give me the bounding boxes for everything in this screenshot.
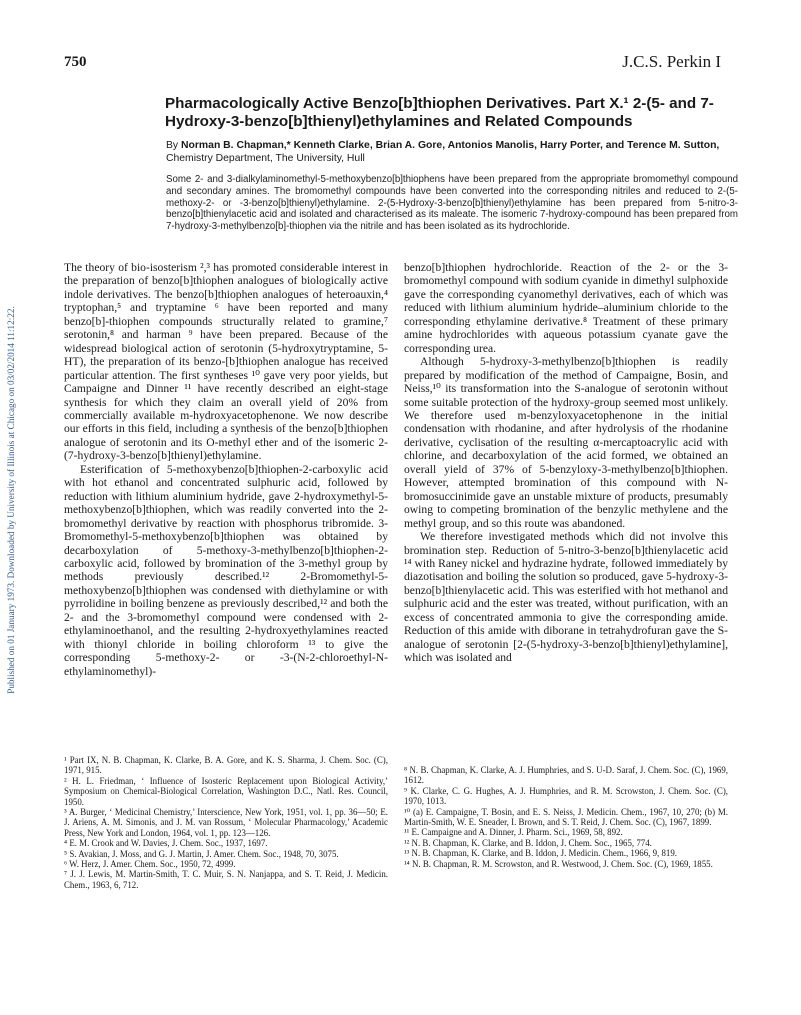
references-right [404,765,728,869]
affiliation: Chemistry Department, The University, Hull [166,152,365,164]
references-left [64,755,388,890]
body-paragraph: We therefore investigated methods which did not involve this bromination step. Reduction of 5-nitro-3-benzo[b]thienylacetic acid ¹⁴ with Raney nickel and hydrazine hydrate, followed immediately by diazotisation and boiling the solution so produced, gave 5-hydroxy-3-benzo[b]thienylacetic acid. This was esterified with hot methanol and sulphuric acid and the ester was treated, without purification, with an excess of concentrated ammonia to give the corresponding amide. Reduction of this amide with diborane in tetrahydrofuran gave the S-analogue of serotonin [2-(5-hydroxy-3-benzo[b]thienyl)ethylamine], which was isolated and [404,530,728,665]
reference-item: ⁷ J. J. Lewis, M. Martin-Smith, T. C. Muir, S. N. Nanjappa, and S. T. Reid, J. Medicin. Chem., 1963, 6, 712. [64,869,388,890]
body-paragraph: benzo[b]thiophen hydrochloride. Reaction of the 2- or the 3-bromomethyl compound with sodium cyanide in dimethyl sulphoxide gave the corresponding cyanomethyl derivatives, each of which was reduced with lithium aluminium hydride–aluminium chloride to the corresponding ethylamine derivative.⁸ Treatment of these primary amine hydrochlorides with aqueous potassium cyanate gave the corresponding urea. [404,261,728,355]
reference-item: ⁴ E. M. Crook and W. Davies, J. Chem. Soc., 1937, 1697. [64,838,268,849]
reference-item: ² H. L. Friedman, ‘ Influence of Isosteric Replacement upon Biological Activity,’ Symposium on Chemical-Biological Correlation, Washington D.C., Natl. Res. Council, 1950. [64,775,388,807]
body-paragraph: The theory of bio-isosterism ²,³ has promoted considerable interest in the preparation of benzo[b]thiophen analogues of biologically active indole derivatives. The benzo[b]thiophen analogues of heteroauxin,⁴ tryptophan,⁵ and tryptamine ⁶ have been reported and many benzo[b]-thiophen compounds structurally related to gramine,⁷ serotonin,⁸ and harman ⁹ have been prepared. Because of the widespread biological action of serotonin (5-hydroxytryptamine, 5-HT), the preparation of its benzo-[b]thiophen analogue has received particular attention. The first syntheses ¹⁰ gave very poor yields, but Campaigne and Dinner ¹¹ have recently described an eight-stage synthesis for which they claim an overall yield of 20% from commercially available m-hydroxyacetophenone. We now describe our efforts in this field, including a synthesis of the benzo[b]thiophen analogue of serotonin and its O-methyl ether and of the isomeric 2-(7-hydroxy-3-benzo[b]thienyl)ethylamine. [64,261,388,463]
reference-item: ¹² N. B. Chapman, K. Clarke, and B. Iddon, J. Chem. Soc., 1965, 774. [404,837,652,848]
body-column-left [64,261,388,678]
reference-item: ⁹ K. Clarke, C. G. Hughes, A. J. Humphries, and R. M. Scrowston, J. Chem. Soc. (C), 1970, 1013. [404,785,728,807]
reference-item: ¹³ N. B. Chapman, K. Clarke, and B. Iddon, J. Medicin. Chem., 1966, 9, 819. [404,848,678,859]
reference-item: ¹ Part IX, N. B. Chapman, K. Clarke, B. A. Gore, and K. S. Sharma, J. Chem. Soc. (C), 1971, 915. [64,755,388,776]
article-title: Pharmacologically Active Benzo[b]thiophen Derivatives. Part X.¹ 2-(5- and 7-Hydroxy-3-benzo[b]thienyl)ethylamines and Related Compounds [165,95,714,130]
reference-item: ⁵ S. Avakian, J. Moss, and G. J. Martin, J. Amer. Chem. Soc., 1948, 70, 3075. [64,848,339,859]
reference-item: ³ A. Burger, ‘ Medicinal Chemistry,’ Interscience, New York, 1951, vol. 1, pp. 36—50; E. J. Ariens, A. M. Simonis, and J. M. van Rossum, ‘ Molecular Pharmacology,’ Academic Press, New York and London, 1964, vol. 1, pp. 123—126. [64,807,388,838]
abstract: Some 2- and 3-dialkylaminomethyl-5-methoxybenzo[b]thiophens have been prepared from the appropriate bromomethyl compound and secondary amines. The bromomethyl compounds have been converted into the corresponding nitriles and reduced to 2-(5-methoxy-2- or -3-benzo[b]thienyl)ethylamine. 2-(5-Hydroxy-3-benzo[b]thienyl)ethylamine has been prepared from 5-nitro-3-benzo[b]thienylacetic acid and isolated and characterised as its maleate. The isomeric 7-hydroxy-compound has been prepared from 7-hydroxy-3-methylbenzo[b]-thiophen via the nitrile and has been isolated as its hydrochloride. [166,174,738,233]
reference-item: ¹⁴ N. B. Chapman, R. M. Scrowston, and R. Westwood, J. Chem. Soc. (C), 1969, 1855. [404,858,713,869]
body-paragraph: Although 5-hydroxy-3-methylbenzo[b]thiophen is readily prepared by modification of the method of Campaigne, Bosin, and Neiss,¹⁰ its transformation into the S-analogue of serotonin without some suitable protection of the hydroxy-group seemed most unlikely. We therefore used m-benzyloxyacetophenone in the initial condensation with rhodanine, and after hydrolysis of the rhodanine derivative, cyclisation of the resulting α-mercaptoacrylic acid with chlorine, and decarboxylation of the acid formed, we obtained an overall yield of 37% of 5-benzyloxy-3-methylbenzo[b]thiophen. However, attempted bromination of this compound with N-bromosuccinimide gave an unstable mixture of products, presumably owing to competing bromination of the benzylic methylene and the methyl group, and so this route was abandoned. [404,355,728,530]
page-number: 750 [64,54,87,70]
body-paragraph: Esterification of 5-methoxybenzo[b]thiophen-2-carboxylic acid with hot ethanol and concentrated sulphuric acid, followed by reduction with lithium aluminium hydride, gave 2-hydroxymethyl-5-methoxybenzo[b]thiophen, which was readily converted into the 2-bromomethyl derivative by reaction with phosphorus tribromide. 3-Bromomethyl-5-methoxybenzo[b]thiophen was obtained by decarboxylation of 5-methoxy-3-methylbenzo[b]thiophen-2-carboxylic acid, followed by bromination of the 3-methyl group by methods previously described.¹² 2-Bromomethyl-5-methoxybenzo[b]thiophen was condensed with diethylamine or with pyrrolidine in boiling benzene as previously described,¹² and both the 2- and the 3-bromomethyl compound were condensed with 2-ethylaminoethanol, and the resulting 2-hydroxyethylamines reacted with thionyl chloride in boiling chloroform ¹³ to give the corresponding 5-methoxy-2- or -3-(N-2-chloroethyl-N-ethylaminomethyl)- [64,462,388,678]
reference-item: ⁶ W. Herz, J. Amer. Chem. Soc., 1950, 72, 4999. [64,859,236,870]
byline-prefix: By [166,140,179,151]
download-watermark [2,180,20,820]
journal-name: J.C.S. Perkin I [622,52,721,71]
reference-item: ⁸ N. B. Chapman, K. Clarke, A. J. Humphries, and S. U-D. Saraf, J. Chem. Soc. (C), 1969, 1612. [404,765,728,786]
body-column-right [404,261,728,665]
reference-item: ¹⁰ (a) E. Campaigne, T. Bosin, and E. S. Neiss, J. Medicin. Chem., 1967, 10, 270; (b) M. Martin-Smith, W. E. Sneader, I. Brown, and S. T. Reid, J. Chem. Soc. (C), 1967, 1899. [404,806,728,828]
download-watermark-text: Published on 01 January 1973. Downloaded by University of Illinois at Chicago on 03/02/2014 11:12:22. [6,306,16,694]
author-block [166,140,738,165]
author-list: Norman B. Chapman,* Kenneth Clarke, Brian A. Gore, Antonios Manolis, Harry Porter, and Terence M. Sutton, [181,140,720,151]
reference-item: ¹¹ E. Campaigne and A. Dinner, J. Pharm. Sci., 1969, 58, 892. [404,827,623,838]
